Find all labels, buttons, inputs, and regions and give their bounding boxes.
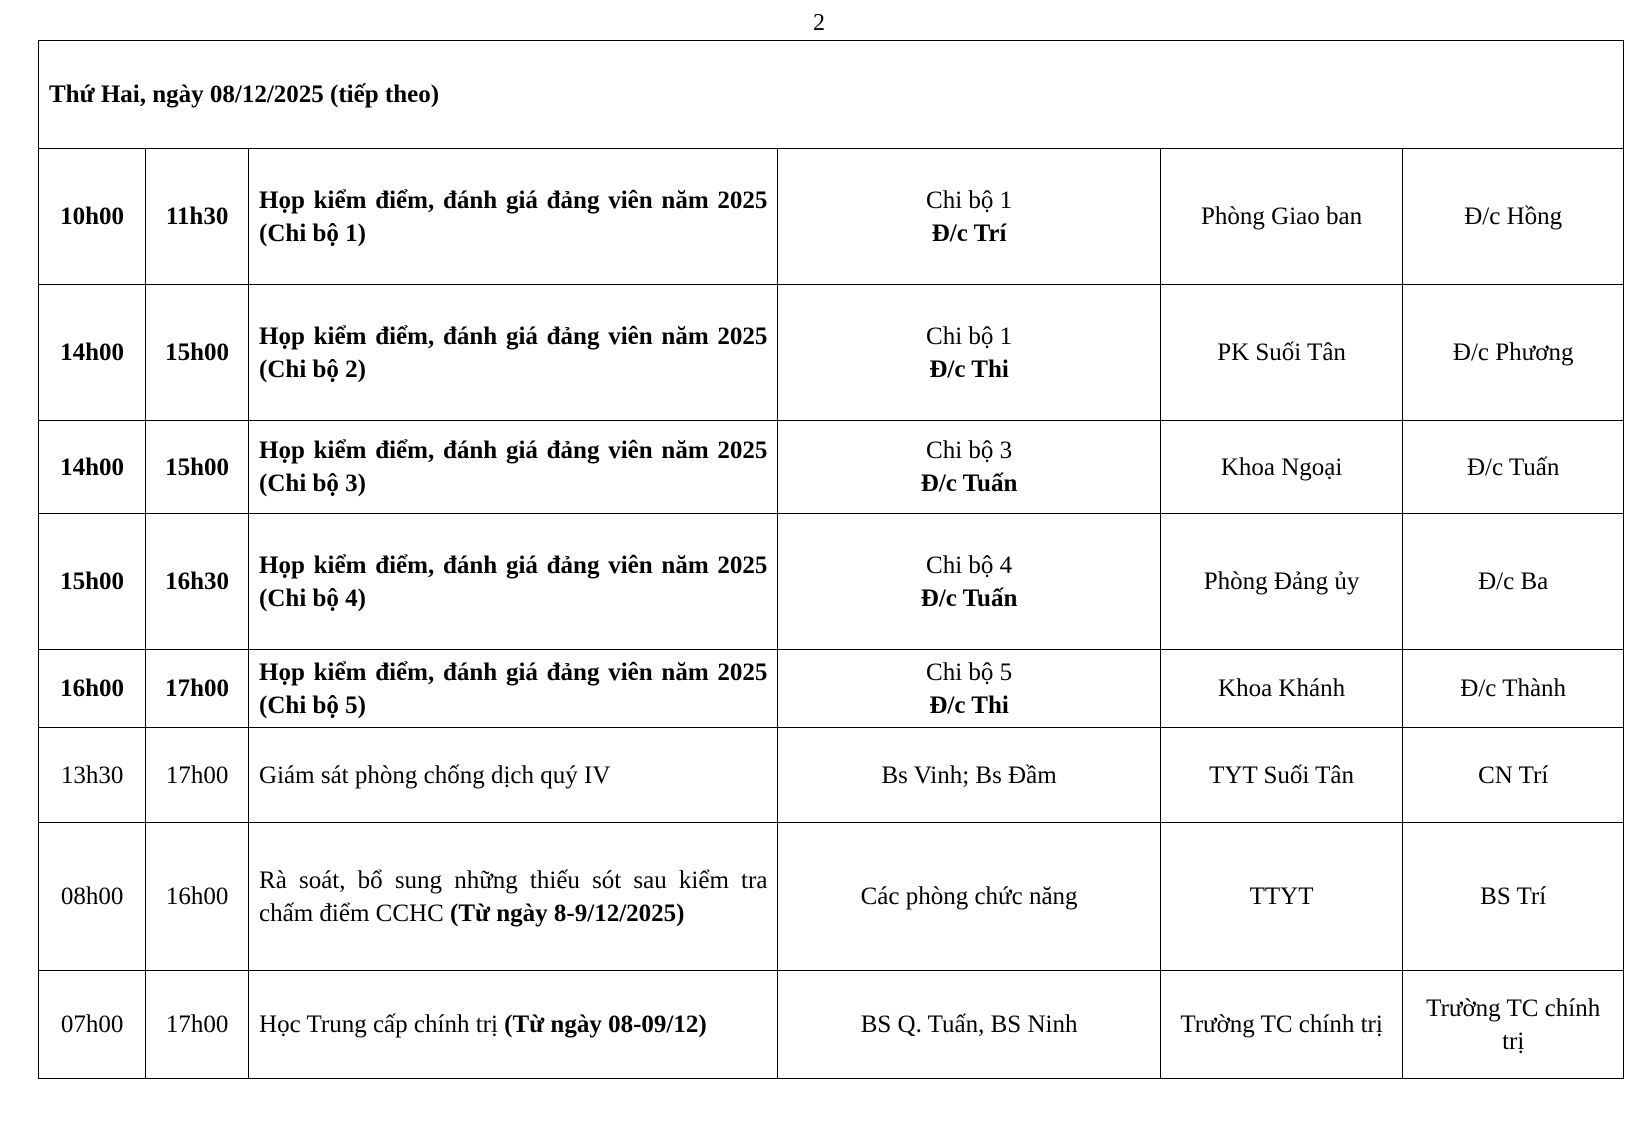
end-time: 11h30 <box>146 149 249 285</box>
location: Phòng Đảng ủy <box>1160 514 1403 650</box>
task-cell <box>249 149 778 285</box>
start-time: 14h00 <box>39 421 146 514</box>
table-row <box>39 285 1624 421</box>
lead-person: Đ/c Tuấn <box>920 470 1018 497</box>
task-cell <box>249 514 778 650</box>
participants-cell <box>778 285 1160 421</box>
end-time: 16h00 <box>146 823 249 971</box>
task-cell <box>249 823 778 971</box>
participants-cell <box>778 514 1160 650</box>
participants-cell <box>778 650 1160 728</box>
page-number: 2 <box>813 10 825 36</box>
participants: BS Q. Tuấn, BS Ninh <box>778 971 1160 1079</box>
task-text: Họp kiểm điểm, đánh giá đảng viên năm 2025 (Chi bộ 5) <box>259 658 768 719</box>
task-text: Rà soát, bổ sung những thiếu sót sau kiểm tra chấm điểm CCHC <box>259 866 768 927</box>
location: Khoa Khánh <box>1160 650 1403 728</box>
start-time: 16h00 <box>39 650 146 728</box>
responsible: Đ/c Hồng <box>1403 149 1624 285</box>
end-time: 15h00 <box>146 421 249 514</box>
location: TYT Suối Tân <box>1160 728 1403 823</box>
start-time: 08h00 <box>39 823 146 971</box>
end-time: 17h00 <box>146 728 249 823</box>
end-time: 17h00 <box>146 971 249 1079</box>
end-time: 17h00 <box>146 650 249 728</box>
table-row <box>39 823 1624 971</box>
day-header-row <box>39 41 1624 149</box>
location: Khoa Ngoại <box>1160 421 1403 514</box>
task-cell <box>249 971 778 1079</box>
start-time: 10h00 <box>39 149 146 285</box>
location: TTYT <box>1160 823 1403 971</box>
participants: Các phòng chức năng <box>778 823 1160 971</box>
location: PK Suối Tân <box>1160 285 1403 421</box>
participants: Chi bộ 3 <box>926 437 1013 464</box>
end-time: 16h30 <box>146 514 249 650</box>
participants: Chi bộ 4 <box>926 551 1013 579</box>
lead-person: Đ/c Thi <box>929 355 1009 383</box>
location: Phòng Giao ban <box>1160 149 1403 285</box>
participants: Chi bộ 5 <box>926 658 1013 686</box>
participants-cell <box>778 149 1160 285</box>
start-time: 13h30 <box>39 728 146 823</box>
schedule-table <box>38 40 1624 1079</box>
task-text: Giám sát phòng chống dịch quý IV <box>259 761 611 789</box>
table-row <box>39 514 1624 650</box>
responsible: Đ/c Tuấn <box>1403 421 1624 514</box>
task-cell <box>249 650 778 728</box>
participants: Chi bộ 1 <box>926 322 1013 350</box>
task-date-note: (Từ ngày 8-9/12/2025) <box>450 899 685 927</box>
start-time: 15h00 <box>39 514 146 650</box>
end-time: 15h00 <box>146 285 249 421</box>
responsible: BS Trí <box>1403 823 1624 971</box>
task-cell <box>249 285 778 421</box>
responsible: Đ/c Thành <box>1403 650 1624 728</box>
participants-cell <box>778 421 1160 514</box>
table-row <box>39 421 1624 514</box>
table-row <box>39 728 1624 823</box>
table-row <box>39 149 1624 285</box>
lead-person: Đ/c Thi <box>929 691 1009 719</box>
task-text: Họp kiểm điểm, đánh giá đảng viên năm 2025 (Chi bộ 1) <box>259 186 768 247</box>
lead-person: Đ/c Trí <box>931 219 1007 247</box>
location: Trường TC chính trị <box>1160 971 1403 1079</box>
day-header: Thứ Hai, ngày 08/12/2025 (tiếp theo) <box>39 41 1624 149</box>
participants: Chi bộ 1 <box>926 186 1013 214</box>
participants: Bs Vinh; Bs Đầm <box>778 728 1160 823</box>
responsible: Trường TC chính trị <box>1403 971 1624 1079</box>
task-date-note: (Từ ngày 08-09/12) <box>504 1011 707 1038</box>
lead-person: Đ/c Tuấn <box>920 584 1018 612</box>
task-text: Học Trung cấp chính trị <box>259 1011 498 1038</box>
task-text: Họp kiểm điểm, đánh giá đảng viên năm 2025 (Chi bộ 3) <box>259 437 768 497</box>
table-row <box>39 971 1624 1079</box>
table-row <box>39 650 1624 728</box>
start-time: 14h00 <box>39 285 146 421</box>
start-time: 07h00 <box>39 971 146 1079</box>
task-cell <box>249 421 778 514</box>
task-cell <box>249 728 778 823</box>
responsible: Đ/c Ba <box>1403 514 1624 650</box>
task-text: Họp kiểm điểm, đánh giá đảng viên năm 2025 (Chi bộ 2) <box>259 322 768 383</box>
task-text: Họp kiểm điểm, đánh giá đảng viên năm 2025 (Chi bộ 4) <box>259 551 768 612</box>
responsible: CN Trí <box>1403 728 1624 823</box>
responsible: Đ/c Phương <box>1403 285 1624 421</box>
